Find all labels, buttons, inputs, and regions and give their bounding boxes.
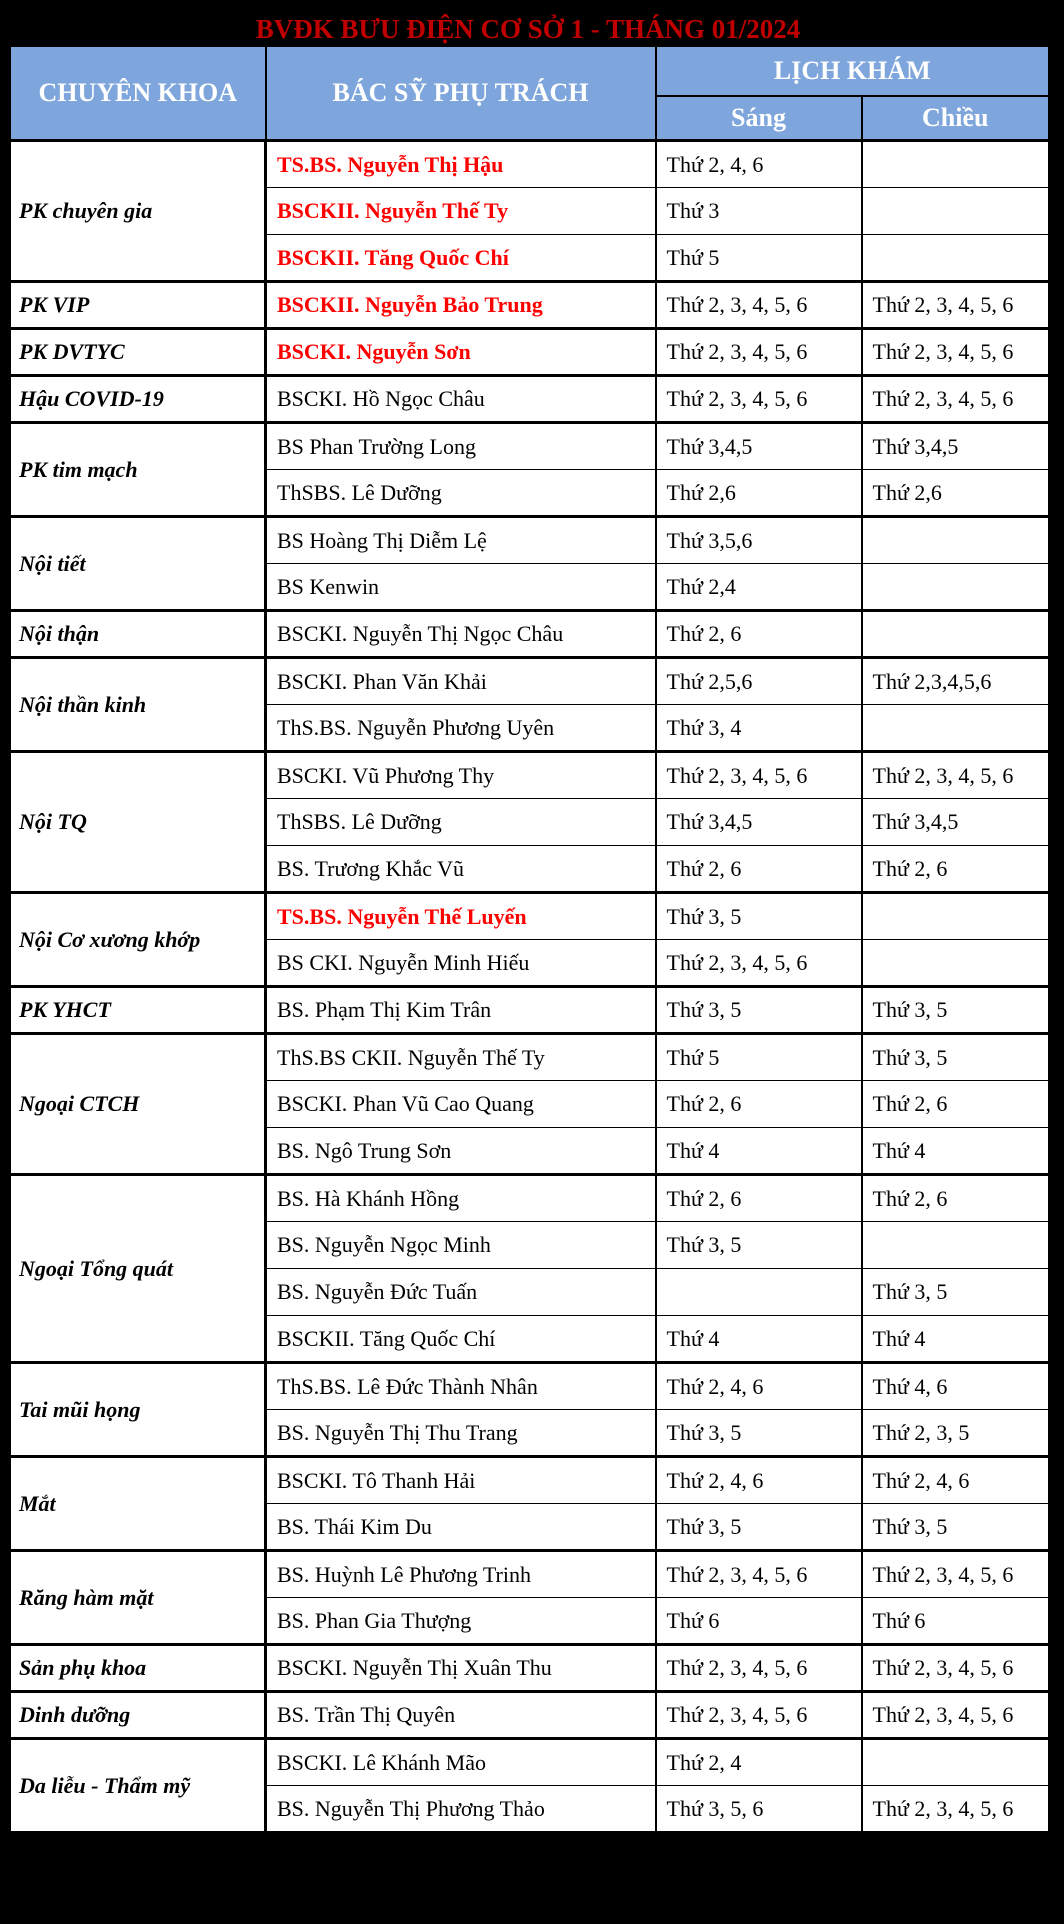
doctor-cell: BSCKI. Tô Thanh Hải: [266, 1457, 656, 1504]
morning-cell: Thứ 5: [656, 235, 862, 282]
table-row: [10, 1457, 1050, 1504]
afternoon-cell: Thứ 2,3,4,5,6: [862, 658, 1050, 705]
morning-cell: Thứ 2, 6: [656, 611, 862, 658]
doctor-cell: BSCKI. Vũ Phương Thy: [266, 752, 656, 799]
doctor-cell: BS. Phan Gia Thượng: [266, 1598, 656, 1645]
table-row: [10, 752, 1050, 799]
morning-cell: Thứ 3,4,5: [656, 423, 862, 470]
doctor-cell: ThSBS. Lê Dưỡng: [266, 799, 656, 846]
morning-cell: Thứ 3, 5: [656, 1410, 862, 1457]
morning-cell: Thứ 2, 4, 6: [656, 1363, 862, 1410]
afternoon-cell: Thứ 2, 6: [862, 846, 1050, 893]
morning-cell: Thứ 3: [656, 188, 862, 235]
specialty-cell: Sản phụ khoa: [10, 1645, 266, 1692]
morning-cell: Thứ 3, 5: [656, 893, 862, 940]
morning-cell: Thứ 3, 5: [656, 1222, 862, 1269]
table-row: [10, 987, 1050, 1034]
doctor-cell: BS. Trương Khắc Vũ: [266, 846, 656, 893]
doctor-cell: BS Phan Trường Long: [266, 423, 656, 470]
doctor-cell: BSCKII. Nguyễn Thế Ty: [266, 188, 656, 235]
doctor-cell: BSCKI. Nguyễn Thị Ngọc Châu: [266, 611, 656, 658]
doctor-cell: BS Kenwin: [266, 564, 656, 611]
morning-cell: Thứ 2,5,6: [656, 658, 862, 705]
header-afternoon: Chiều: [862, 96, 1050, 141]
afternoon-cell: Thứ 6: [862, 1598, 1050, 1645]
morning-cell: Thứ 2, 3, 4, 5, 6: [656, 1551, 862, 1598]
afternoon-cell: Thứ 2, 3, 4, 5, 6: [862, 1645, 1050, 1692]
specialty-cell: Dinh dưỡng: [10, 1692, 266, 1739]
doctor-cell: BSCKII. Tăng Quốc Chí: [266, 235, 656, 282]
afternoon-cell: Thứ 2, 3, 4, 5, 6: [862, 1551, 1050, 1598]
specialty-cell: PK tim mạch: [10, 423, 266, 517]
table-row: [10, 1692, 1050, 1739]
doctor-cell: BS. Hà Khánh Hồng: [266, 1175, 656, 1222]
header-morning: Sáng: [656, 96, 862, 141]
doctor-cell: BS. Huỳnh Lê Phương Trinh: [266, 1551, 656, 1598]
specialty-cell: Mắt: [10, 1457, 266, 1551]
afternoon-cell: [862, 940, 1050, 987]
doctor-cell: BS. Nguyễn Thị Phương Thảo: [266, 1786, 656, 1833]
morning-cell: Thứ 2,4: [656, 564, 862, 611]
afternoon-cell: Thứ 2, 3, 4, 5, 6: [862, 329, 1050, 376]
morning-cell: Thứ 2, 6: [656, 1081, 862, 1128]
morning-cell: Thứ 2, 3, 4, 5, 6: [656, 376, 862, 423]
morning-cell: Thứ 3,4,5: [656, 799, 862, 846]
specialty-cell: Nội Cơ xương khớp: [10, 893, 266, 987]
morning-cell: Thứ 2, 3, 4, 5, 6: [656, 752, 862, 799]
header-doctor: BÁC SỸ PHỤ TRÁCH: [266, 46, 656, 141]
schedule-sheet: [8, 0, 1048, 1834]
doctor-cell: TS.BS. Nguyễn Thế Luyến: [266, 893, 656, 940]
afternoon-cell: Thứ 3,4,5: [862, 423, 1050, 470]
header-schedule: LỊCH KHÁM: [656, 46, 1050, 96]
afternoon-cell: Thứ 2, 3, 5: [862, 1410, 1050, 1457]
table-row: [10, 1739, 1050, 1786]
doctor-cell: ThSBS. Lê Dưỡng: [266, 470, 656, 517]
table-row: [10, 1363, 1050, 1410]
table-row: [10, 376, 1050, 423]
table-row: [10, 1551, 1050, 1598]
specialty-cell: PK DVTYC: [10, 329, 266, 376]
doctor-cell: BS. Nguyễn Thị Thu Trang: [266, 1410, 656, 1457]
doctor-cell: BS. Trần Thị Quyên: [266, 1692, 656, 1739]
afternoon-cell: Thứ 4: [862, 1316, 1050, 1363]
table-row: [10, 1175, 1050, 1222]
doctor-cell: BS. Thái Kim Du: [266, 1504, 656, 1551]
table-row: [10, 517, 1050, 564]
morning-cell: Thứ 2, 3, 4, 5, 6: [656, 940, 862, 987]
morning-cell: Thứ 2,6: [656, 470, 862, 517]
doctor-cell: BSCKII. Tăng Quốc Chí: [266, 1316, 656, 1363]
doctor-cell: ThS.BS. Lê Đức Thành Nhân: [266, 1363, 656, 1410]
specialty-cell: Hậu COVID-19: [10, 376, 266, 423]
morning-cell: Thứ 6: [656, 1598, 862, 1645]
morning-cell: Thứ 2, 3, 4, 5, 6: [656, 282, 862, 329]
afternoon-cell: [862, 1739, 1050, 1786]
morning-cell: Thứ 2, 4: [656, 1739, 862, 1786]
afternoon-cell: Thứ 2, 4, 6: [862, 1457, 1050, 1504]
table-row: [10, 141, 1050, 188]
header-specialty: CHUYÊN KHOA: [10, 46, 266, 141]
morning-cell: Thứ 2, 3, 4, 5, 6: [656, 1645, 862, 1692]
doctor-cell: BS Hoàng Thị Diễm Lệ: [266, 517, 656, 564]
page-title: BVĐK BƯU ĐIỆN CƠ SỞ 1 - THÁNG 01/2024: [255, 14, 801, 44]
doctor-cell: BS. Nguyễn Đức Tuấn: [266, 1269, 656, 1316]
doctor-cell: BSCKI. Lê Khánh Mão: [266, 1739, 656, 1786]
specialty-cell: PK chuyên gia: [10, 141, 266, 282]
specialty-cell: PK VIP: [10, 282, 266, 329]
morning-cell: Thứ 5: [656, 1034, 862, 1081]
doctor-cell: BS. Ngô Trung Sơn: [266, 1128, 656, 1175]
header-row-top: [10, 46, 1050, 96]
specialty-cell: Da liễu - Thẩm mỹ: [10, 1739, 266, 1833]
doctor-cell: ThS.BS CKII. Nguyễn Thế Ty: [266, 1034, 656, 1081]
table-row: [10, 658, 1050, 705]
afternoon-cell: [862, 705, 1050, 752]
specialty-cell: Nội tiết: [10, 517, 266, 611]
morning-cell: Thứ 4: [656, 1316, 862, 1363]
morning-cell: Thứ 4: [656, 1128, 862, 1175]
doctor-cell: BSCKII. Nguyễn Bảo Trung: [266, 282, 656, 329]
morning-cell: Thứ 2, 6: [656, 1175, 862, 1222]
doctor-cell: TS.BS. Nguyễn Thị Hậu: [266, 141, 656, 188]
specialty-cell: Nội thận: [10, 611, 266, 658]
afternoon-cell: Thứ 3, 5: [862, 1504, 1050, 1551]
specialty-cell: Răng hàm mặt: [10, 1551, 266, 1645]
afternoon-cell: Thứ 4, 6: [862, 1363, 1050, 1410]
afternoon-cell: Thứ 4: [862, 1128, 1050, 1175]
table-header: [10, 46, 1050, 141]
afternoon-cell: [862, 1222, 1050, 1269]
doctor-cell: BSCKI. Phan Văn Khải: [266, 658, 656, 705]
doctor-cell: BSCKI. Phan Vũ Cao Quang: [266, 1081, 656, 1128]
afternoon-cell: Thứ 2, 3, 4, 5, 6: [862, 376, 1050, 423]
afternoon-cell: [862, 564, 1050, 611]
afternoon-cell: [862, 893, 1050, 940]
afternoon-cell: Thứ 2, 6: [862, 1081, 1050, 1128]
table-row: [10, 893, 1050, 940]
morning-cell: Thứ 2, 4, 6: [656, 141, 862, 188]
morning-cell: Thứ 2, 3, 4, 5, 6: [656, 1692, 862, 1739]
afternoon-cell: Thứ 3,4,5: [862, 799, 1050, 846]
afternoon-cell: [862, 517, 1050, 564]
table-row: [10, 1034, 1050, 1081]
afternoon-cell: Thứ 3, 5: [862, 1269, 1050, 1316]
doctor-cell: BSCKI. Hồ Ngọc Châu: [266, 376, 656, 423]
morning-cell: [656, 1269, 862, 1316]
afternoon-cell: Thứ 3, 5: [862, 1034, 1050, 1081]
afternoon-cell: Thứ 2,6: [862, 470, 1050, 517]
afternoon-cell: [862, 611, 1050, 658]
specialty-cell: Ngoại Tổng quát: [10, 1175, 266, 1363]
afternoon-cell: Thứ 2, 3, 4, 5, 6: [862, 282, 1050, 329]
afternoon-cell: [862, 188, 1050, 235]
morning-cell: Thứ 2, 3, 4, 5, 6: [656, 329, 862, 376]
specialty-cell: Nội thần kinh: [10, 658, 266, 752]
morning-cell: Thứ 3, 5: [656, 1504, 862, 1551]
specialty-cell: Nội TQ: [10, 752, 266, 893]
afternoon-cell: Thứ 3, 5: [862, 987, 1050, 1034]
doctor-cell: BS. Phạm Thị Kim Trân: [266, 987, 656, 1034]
schedule-table-body: [10, 141, 1050, 1833]
doctor-cell: BSCKI. Nguyễn Sơn: [266, 329, 656, 376]
morning-cell: Thứ 3,5,6: [656, 517, 862, 564]
doctor-cell: BS CKI. Nguyễn Minh Hiếu: [266, 940, 656, 987]
doctor-cell: ThS.BS. Nguyễn Phương Uyên: [266, 705, 656, 752]
table-row: [10, 329, 1050, 376]
morning-cell: Thứ 2, 4, 6: [656, 1457, 862, 1504]
afternoon-cell: Thứ 2, 3, 4, 5, 6: [862, 1786, 1050, 1833]
afternoon-cell: [862, 141, 1050, 188]
table-row: [10, 611, 1050, 658]
morning-cell: Thứ 2, 6: [656, 846, 862, 893]
afternoon-cell: Thứ 2, 3, 4, 5, 6: [862, 1692, 1050, 1739]
doctor-cell: BS. Nguyễn Ngọc Minh: [266, 1222, 656, 1269]
afternoon-cell: [862, 235, 1050, 282]
morning-cell: Thứ 3, 5: [656, 987, 862, 1034]
afternoon-cell: Thứ 2, 6: [862, 1175, 1050, 1222]
specialty-cell: Tai mũi họng: [10, 1363, 266, 1457]
morning-cell: Thứ 3, 5, 6: [656, 1786, 862, 1833]
table-row: [10, 282, 1050, 329]
specialty-cell: PK YHCT: [10, 987, 266, 1034]
specialty-cell: Ngoại CTCH: [10, 1034, 266, 1175]
table-row: [10, 423, 1050, 470]
doctor-cell: BSCKI. Nguyễn Thị Xuân Thu: [266, 1645, 656, 1692]
table-row: [10, 1645, 1050, 1692]
morning-cell: Thứ 3, 4: [656, 705, 862, 752]
afternoon-cell: Thứ 2, 3, 4, 5, 6: [862, 752, 1050, 799]
schedule-table: [8, 44, 1051, 1834]
